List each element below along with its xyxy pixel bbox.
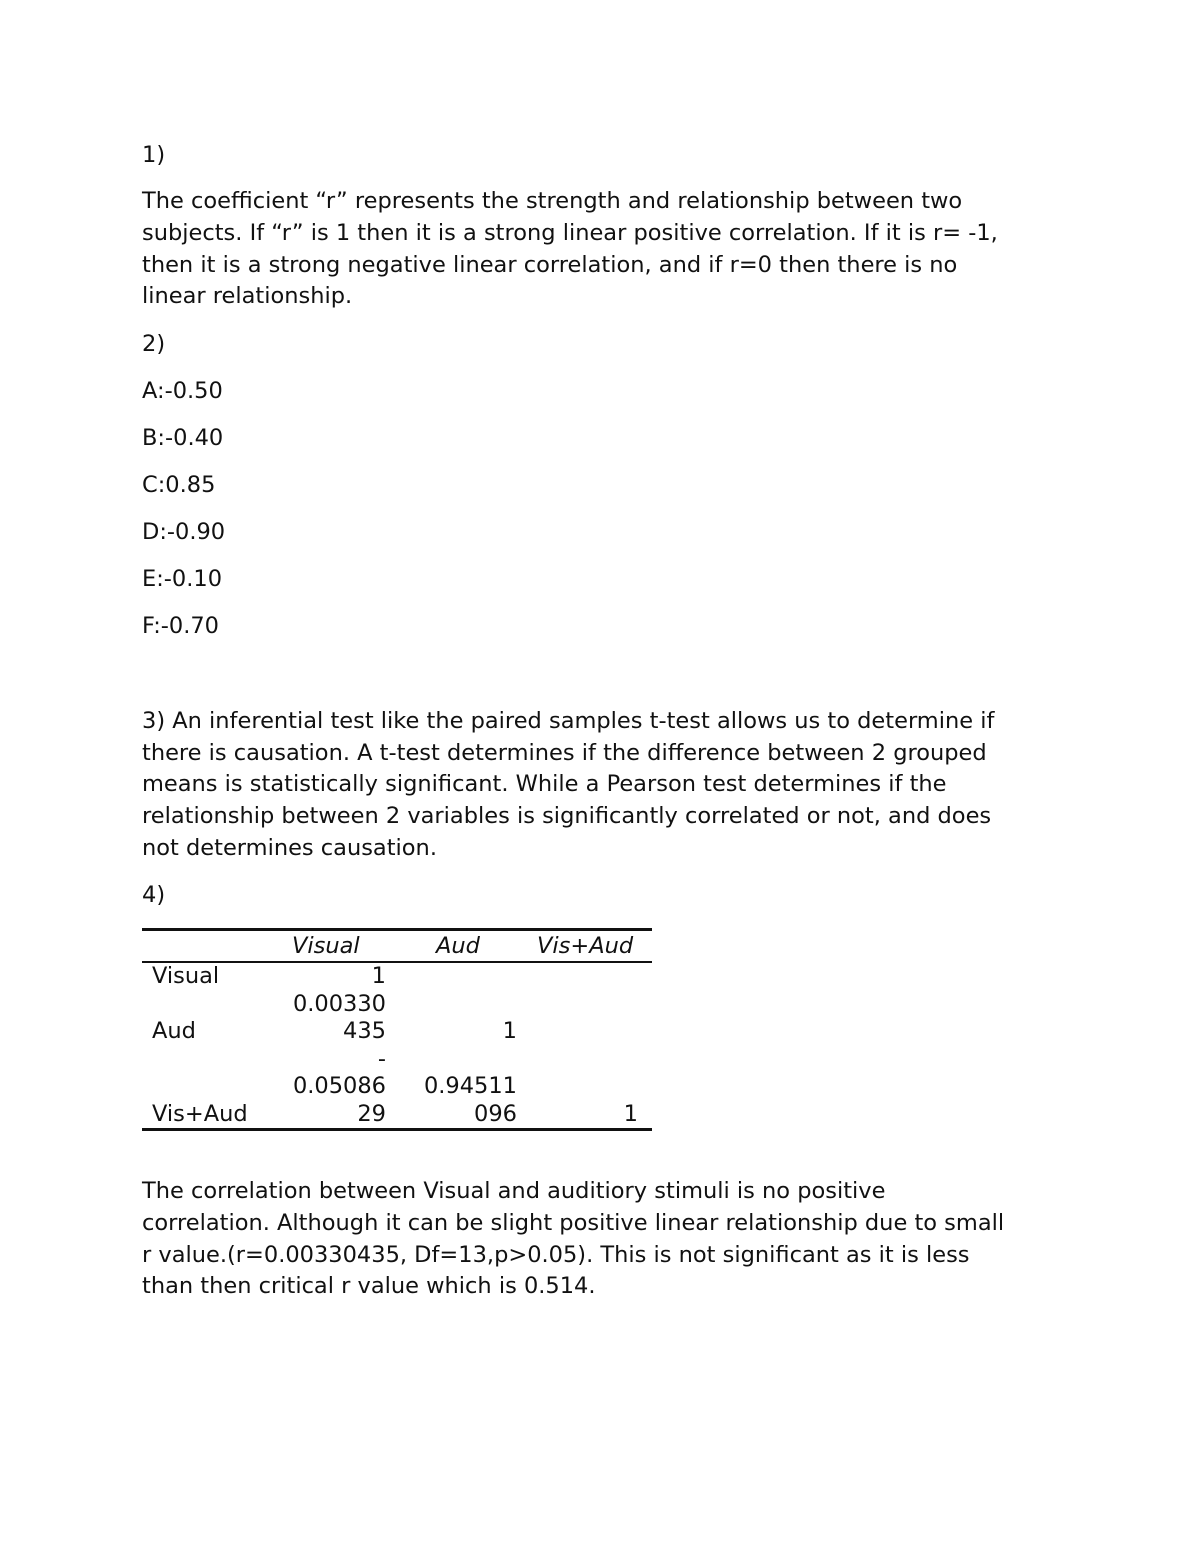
q4-line-4: than then critical r value which is 0.514. (142, 1273, 596, 1299)
cell-visual: 0.05086 (292, 1073, 386, 1099)
header-vis-aud: Vis+Aud (537, 933, 634, 959)
q2-number: 2) (142, 331, 166, 357)
q3-line-4: relationship between 2 variables is significantly correlated or not, and does (142, 803, 992, 829)
cell-aud: 1 (502, 1018, 517, 1044)
q3-line-3: means is statistically significant. While a Pearson test determines if the (142, 771, 947, 797)
q4-number: 4) (142, 882, 166, 908)
q3-line-1: 3) An inferential test like the paired samples t-test allows us to determine if (142, 708, 995, 734)
table-row (142, 1018, 652, 1046)
header-visual: Visual (292, 933, 360, 959)
q1-line-3: then it is a strong negative linear correlation, and if r=0 then there is no (142, 252, 958, 278)
q4-line-2: correlation. Although it can be slight positive linear relationship due to small (142, 1210, 1005, 1236)
q3-line-5: not determines causation. (142, 835, 437, 861)
q1-line-4: linear relationship. (142, 283, 353, 309)
cell-visual: 0.00330 (292, 990, 386, 1017)
table-row (142, 1101, 652, 1129)
q3-line-2: there is causation. A t-test determines if the difference between 2 grouped (142, 740, 987, 766)
q2-answer-b: B:-0.40 (142, 425, 224, 451)
cell-aud: 096 (474, 1100, 517, 1127)
table-row (142, 1073, 652, 1101)
q1-line-1: The coefficient “r” represents the strength and relationship between two (142, 188, 963, 214)
q2-answer-c: C:0.85 (142, 472, 216, 498)
q2-answer-d: D:-0.90 (142, 519, 226, 545)
q4-line-3: r value.(r=0.00330435, Df=13,p>0.05). This is not significant as it is less (142, 1242, 970, 1268)
cell-vis-aud: 1 (623, 1100, 638, 1127)
q1-number: 1) (142, 142, 166, 168)
row-label: Vis+Aud (152, 1100, 248, 1127)
q2-answer-a: A:-0.50 (142, 378, 223, 404)
q4-line-1: The correlation between Visual and auditiory stimuli is no positive (142, 1178, 886, 1204)
q1-line-2: subjects. If “r” is 1 then it is a strong linear positive correlation. If it is r= -1, (142, 220, 998, 246)
row-label: Aud (152, 1018, 196, 1044)
correlation-table (142, 928, 652, 1131)
table-row (142, 963, 652, 991)
q2-answer-f: F:-0.70 (142, 613, 219, 639)
table-header-row (142, 931, 652, 963)
cell-visual: - (377, 1045, 386, 1072)
cell-visual: 29 (357, 1100, 386, 1127)
cell-aud: 0.94511 (423, 1073, 517, 1099)
header-aud: Aud (436, 933, 480, 959)
table-row (142, 991, 652, 1019)
table-row (142, 1046, 652, 1074)
q2-answer-e: E:-0.10 (142, 566, 223, 592)
row-label: Visual (152, 963, 220, 989)
cell-visual: 1 (371, 963, 386, 989)
cell-visual: 435 (343, 1018, 386, 1044)
